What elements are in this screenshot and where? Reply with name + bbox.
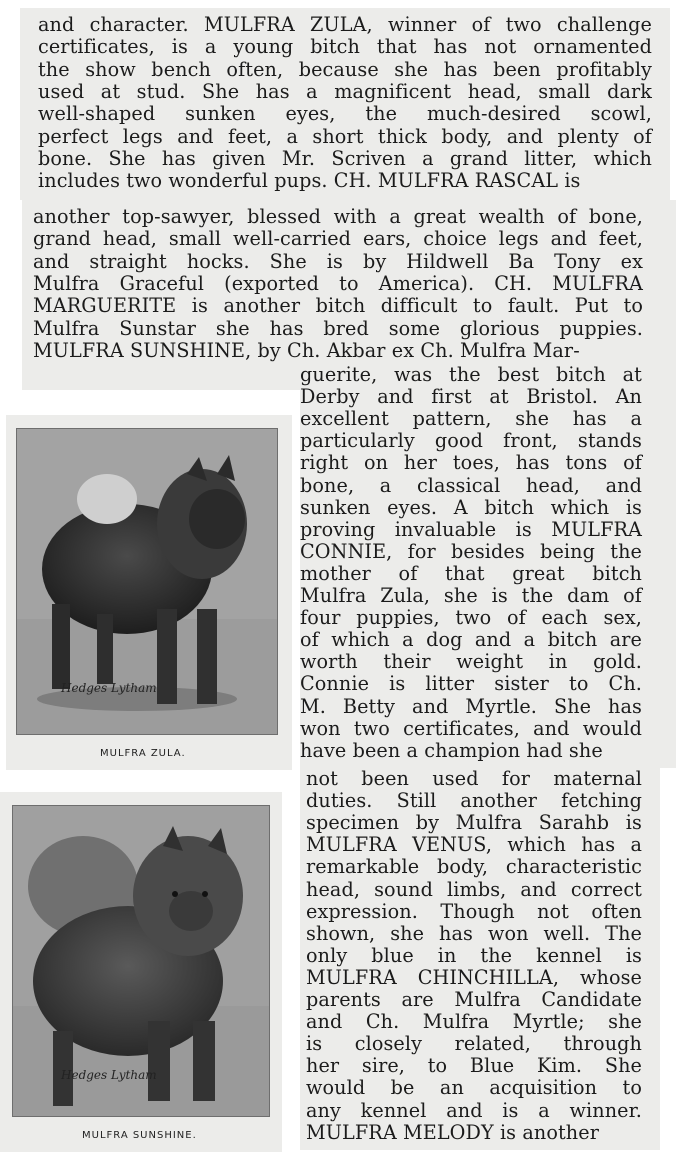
text-line: specimen by Mulfra Sarahb is <box>306 811 642 835</box>
text-line: perfect legs and feet, a short thick body, and plenty of <box>38 124 652 148</box>
photo-mulfra-sunshine <box>12 805 270 1117</box>
text-line: excellent pattern, she has a <box>300 407 642 431</box>
text-line: would be an acquisition to <box>306 1076 642 1100</box>
photo-mulfra-zula <box>16 428 278 735</box>
text-line: Derby and first at Bristol. An <box>300 385 642 409</box>
text-line: bone. She has given Mr. Scriven a grand litter, which <box>38 146 652 170</box>
text-line: the show bench often, because she has been profitably <box>38 57 652 81</box>
photo-caption-sunshine: MULFRA SUNSHINE. <box>82 1130 197 1141</box>
photographer-signature: Hedges Lytham <box>61 1068 157 1082</box>
text-line: expression. Though not often <box>306 899 642 923</box>
text-line: Connie is litter sister to Ch. <box>300 672 642 696</box>
text-line: four puppies, two of each sex, <box>300 606 642 630</box>
text-line: bone, a classical head, and <box>300 473 642 497</box>
text-line: MULFRA MELODY is another <box>306 1120 599 1144</box>
photo-caption-zula: MULFRA ZULA. <box>100 748 186 759</box>
text-line: not been used for maternal <box>306 767 642 790</box>
text-line: and straight hocks. She is by Hildwell Ba Tony ex <box>33 249 643 273</box>
text-line: have been a champion had she <box>300 738 603 762</box>
text-line: MULFRA CHINCHILLA, whose <box>306 965 642 989</box>
text-line: used at stud. She has a magnificent head, small dark <box>38 79 652 103</box>
text-line: duties. Still another fetching <box>306 789 642 813</box>
text-line: well-shaped sunken eyes, the much-desired scowl, <box>38 102 652 126</box>
text-line: another top-sawyer, blessed with a great wealth of bone, <box>33 205 643 228</box>
text-line: Mulfra Zula, she is the dam of <box>300 584 642 607</box>
text-line: and Ch. Mulfra Myrtle; she <box>306 1010 642 1034</box>
text-line: remarkable body, characteristic <box>306 855 642 879</box>
text-line: of which a dog and a bitch are <box>300 628 642 652</box>
text-line: proving invaluable is MULFRA <box>300 517 642 541</box>
text-line: M. Betty and Myrtle. She has <box>300 694 642 718</box>
text-line: CONNIE, for besides being the <box>300 539 642 563</box>
text-line: particularly good front, stands <box>300 429 642 453</box>
text-line: mother of that great bitch <box>300 561 642 585</box>
text-line: sunken eyes. A bitch which is <box>300 495 642 519</box>
text-line: Mulfra Sunstar she has bred some glorious puppies. <box>33 316 643 340</box>
text-line: MARGUERITE is another bitch difficult to fault. Put to <box>33 294 643 318</box>
text-line: right on her toes, has tons of <box>300 451 642 475</box>
text-line: Mulfra Graceful (exported to America). CH. MULFRA <box>33 271 643 295</box>
text-line: MULFRA SUNSHINE, by Ch. Akbar ex Ch. Mulfra Mar- <box>33 338 580 362</box>
text-line: and character. MULFRA ZULA, winner of two challenge <box>38 13 652 36</box>
text-line: includes two wonderful pups. CH. MULFRA RASCAL is <box>38 169 581 193</box>
text-line: certificates, is a young bitch that has not ornamented <box>38 35 652 59</box>
text-line: only blue in the kennel is <box>306 943 642 967</box>
text-line: parents are Mulfra Candidate <box>306 988 642 1011</box>
text-line: MULFRA VENUS, which has a <box>306 833 642 857</box>
text-line: head, sound limbs, and correct <box>306 877 642 901</box>
text-line: shown, she has won well. The <box>306 921 642 945</box>
text-line: grand head, small well-carried ears, choice legs and feet, <box>33 227 643 251</box>
text-line: worth their weight in gold. <box>300 650 642 674</box>
photographer-signature: Hedges Lytham <box>61 681 157 695</box>
text-line: won two certificates, and would <box>300 716 642 740</box>
text-line: guerite, was the best bitch at <box>300 363 642 386</box>
text-line: her sire, to Blue Kim. She <box>306 1054 642 1078</box>
text-line: any kennel and is a winner. <box>306 1098 642 1122</box>
text-line: is closely related, through <box>306 1032 642 1056</box>
